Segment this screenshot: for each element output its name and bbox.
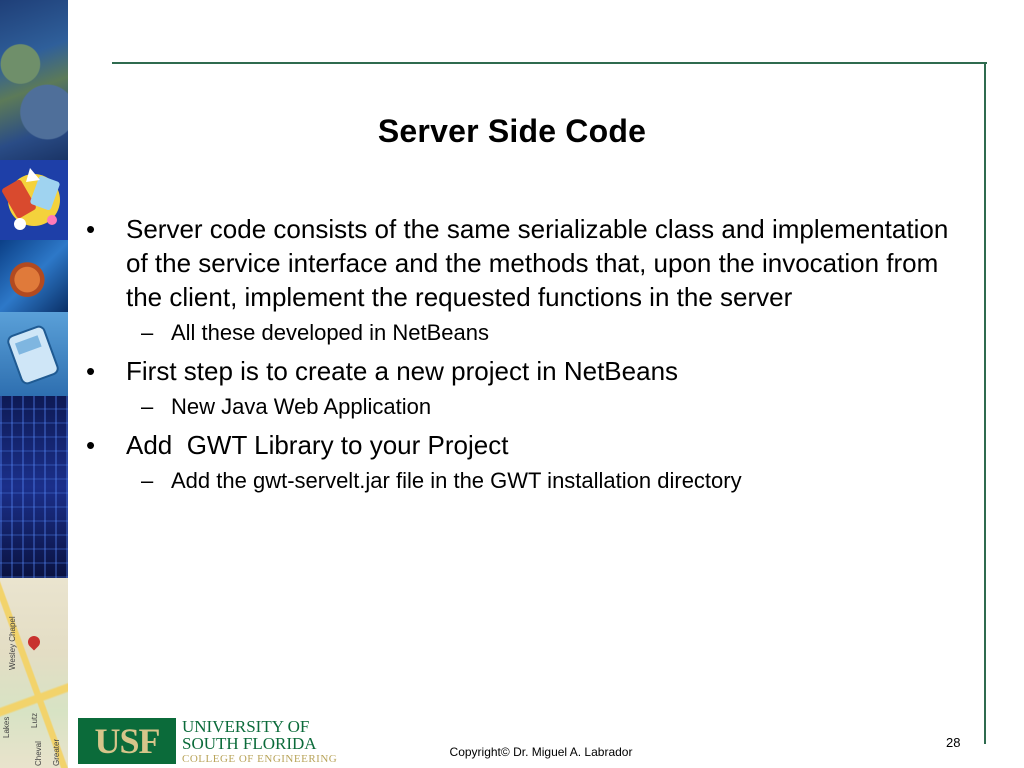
bullet-text: Server code consists of the same serializable class and implementation of the service interface and the methods that, upon the invocation from the client, implement the requested functions in the server	[126, 214, 949, 312]
usf-logo-mark: USF	[78, 718, 176, 764]
technology-clipart-image	[0, 160, 68, 240]
logo-line-university: UNIVERSITY OF	[182, 717, 310, 736]
brain-scan-image	[0, 240, 68, 312]
sub-bullet-text: All these developed in NetBeans	[171, 320, 489, 345]
map-label: Wesley Chapel	[8, 616, 17, 670]
road-map-image	[0, 578, 68, 768]
dash-marker: –	[141, 320, 154, 345]
mobile-phone-image	[0, 312, 68, 396]
frame-right-line	[984, 62, 986, 744]
bullet-marker: •	[86, 430, 96, 460]
bullet-text: Add GWT Library to your Project	[126, 430, 509, 460]
map-label: Lutz	[30, 712, 39, 728]
bullet-item	[84, 354, 964, 388]
logo-line-south-florida: SOUTH FLORIDA	[182, 734, 317, 753]
sub-bullet-text: Add the gwt-servelt.jar file in the GWT installation directory	[171, 468, 742, 493]
map-pin-icon	[26, 634, 43, 651]
slide-title: Server Side Code	[377, 113, 647, 149]
bullet-item	[84, 428, 964, 462]
page-number: 28	[946, 735, 961, 750]
circuit-board-image	[0, 396, 68, 578]
bullet-marker: •	[86, 214, 96, 244]
bullet-text: First step is to create a new project in NetBeans	[126, 356, 679, 386]
dash-marker: –	[141, 394, 154, 419]
map-label: Lakes	[2, 716, 11, 738]
dash-marker: –	[141, 468, 154, 493]
bullet-marker: •	[86, 356, 96, 386]
sub-bullet-item	[84, 318, 964, 348]
logo-line-college: COLLEGE OF ENGINEERING	[182, 753, 338, 765]
slide-body	[84, 212, 964, 502]
map-label: Greater	[52, 738, 61, 766]
copyright-notice: Copyright© Dr. Miguel A. Labrador	[449, 745, 633, 759]
frame-top-line	[112, 62, 987, 64]
sub-bullet-item	[84, 466, 964, 496]
bullet-item	[84, 212, 964, 314]
sub-bullet-item	[84, 392, 964, 422]
sub-bullet-text: New Java Web Application	[171, 394, 432, 419]
map-label: Cheval	[34, 741, 43, 766]
